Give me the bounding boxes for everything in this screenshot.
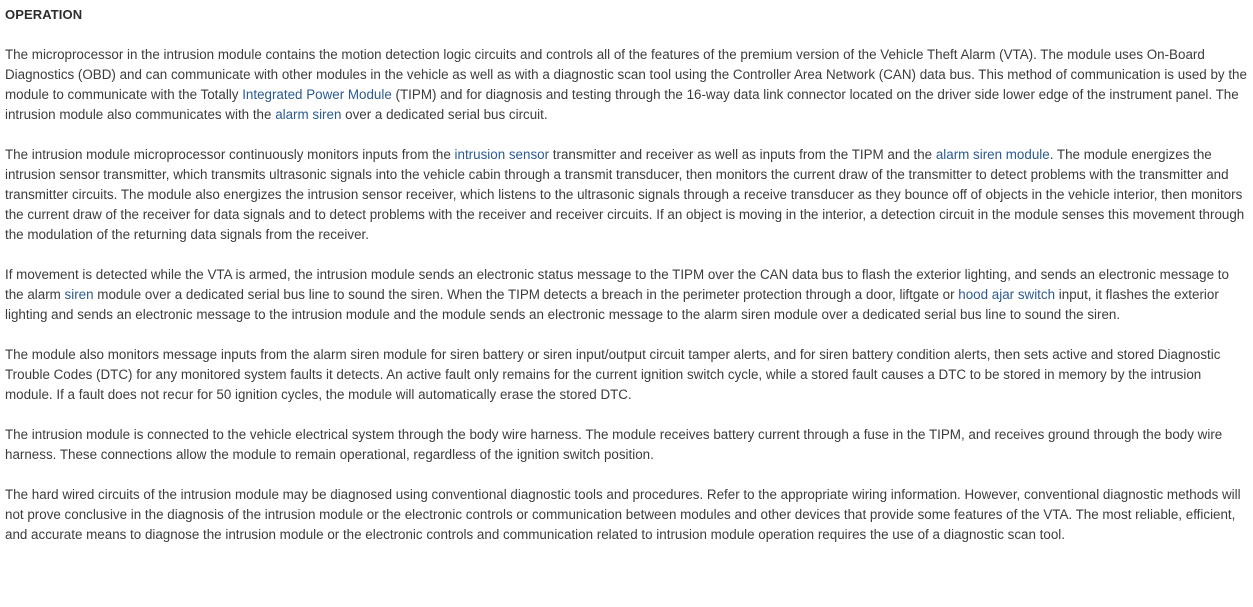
alarm-siren-link[interactable]: alarm siren (275, 107, 342, 122)
paragraph-text: . The module energizes the intrusion sensor transmitter, which transmits ultrasonic signals into the vehicle cabin through a transmit transducer, then monitors the current draw of the transmitter to detect problems with the transmitter and transmitter circuits. The module also energizes the intrusion sensor receiver, which listens to the ultrasonic signals through a receive transducer as they bounce off of objects in the vehicle interior, then monitors the current draw of the receiver for data signals and to detect problems with the receiver and receiver circuits. If an object is moving in the interior, a detection circuit in the module senses this movement through the modulation of the returning data signals from the receiver. (5, 147, 1245, 242)
paragraph-text: input, it flashes the exterior lighting and sends an electronic message to the intrusion module and the module sends an electronic message to the alarm siren module over a dedicated serial bus line to sound the siren. (5, 287, 1219, 322)
paragraph-text: If movement is detected while the VTA is armed, the intrusion module sends an electronic status message to the TIPM over the CAN data bus to flash the exterior lighting, and sends an electronic message to the alarm (5, 267, 1229, 302)
paragraph-2 (5, 145, 1248, 245)
paragraph-3 (5, 265, 1248, 325)
paragraph-text: over a dedicated serial bus circuit. (341, 107, 548, 122)
section-heading: OPERATION (5, 7, 83, 22)
paragraph-text: The microprocessor in the intrusion module contains the motion detection logic circuits and controls all of the features of the premium version of the Vehicle Theft Alarm (VTA). The module uses On-Board Diagnostics (OBD) and can communicate with other modules in the vehicle as well as with a diagnostic scan tool using the Controller Area Network (CAN) data bus. This method of communication is used by the module to communicate with the Totally (5, 47, 1247, 102)
paragraph-6: The hard wired circuits of the intrusion module may be diagnosed using conventional diagnostic tools and procedures. Refer to the appropriate wiring information. However, conventional diagnostic methods will not prove conclusive in the diagnosis of the intrusion module or the electronic controls or communication between modules and other devices that provide some features of the VTA. The most reliable, efficient, and accurate means to diagnose the intrusion module or the electronic controls and communication related to intrusion module operation requires the use of a diagnostic scan tool. (5, 487, 1241, 542)
alarm-siren-module-link[interactable]: alarm siren module (935, 147, 1050, 162)
paragraph-text: transmitter and receiver as well as inputs from the TIPM and the (549, 147, 936, 162)
paragraph-4: The module also monitors message inputs from the alarm siren module for siren battery or siren input/output circuit tamper alerts, and for siren battery condition alerts, then sets active and stored Diagnostic Trouble Codes (DTC) for any monitored system faults it detects. An active fault only remains for the current ignition switch cycle, while a stored fault causes a DTC to be stored in memory by the intrusion module. If a fault does not recur for 50 ignition cycles, the module will automatically erase the stored DTC. (5, 347, 1221, 402)
paragraph-text: module over a dedicated serial bus line to sound the siren. When the TIPM detects a breach in the perimeter protection through a door, liftgate or (93, 287, 959, 302)
intrusion-sensor-link[interactable]: intrusion sensor (454, 147, 550, 162)
integrated-power-module-link[interactable]: Integrated Power Module (242, 87, 392, 102)
hood-ajar-switch-link[interactable]: hood ajar switch (958, 287, 1056, 302)
paragraph-text: (TIPM) and for diagnosis and testing through the 16-way data link connector located on the driver side lower edge of the instrument panel. The intrusion module also communicates with the (5, 87, 1239, 122)
paragraph-text: The intrusion module microprocessor continuously monitors inputs from the (5, 147, 455, 162)
paragraph-5: The intrusion module is connected to the vehicle electrical system through the body wire harness. The module receives battery current through a fuse in the TIPM, and receives ground through the body wire harness. These connections allow the module to remain operational, regardless of the ignition switch position. (5, 427, 1223, 462)
paragraph-1 (5, 45, 1248, 125)
siren-link[interactable]: siren (64, 287, 94, 302)
